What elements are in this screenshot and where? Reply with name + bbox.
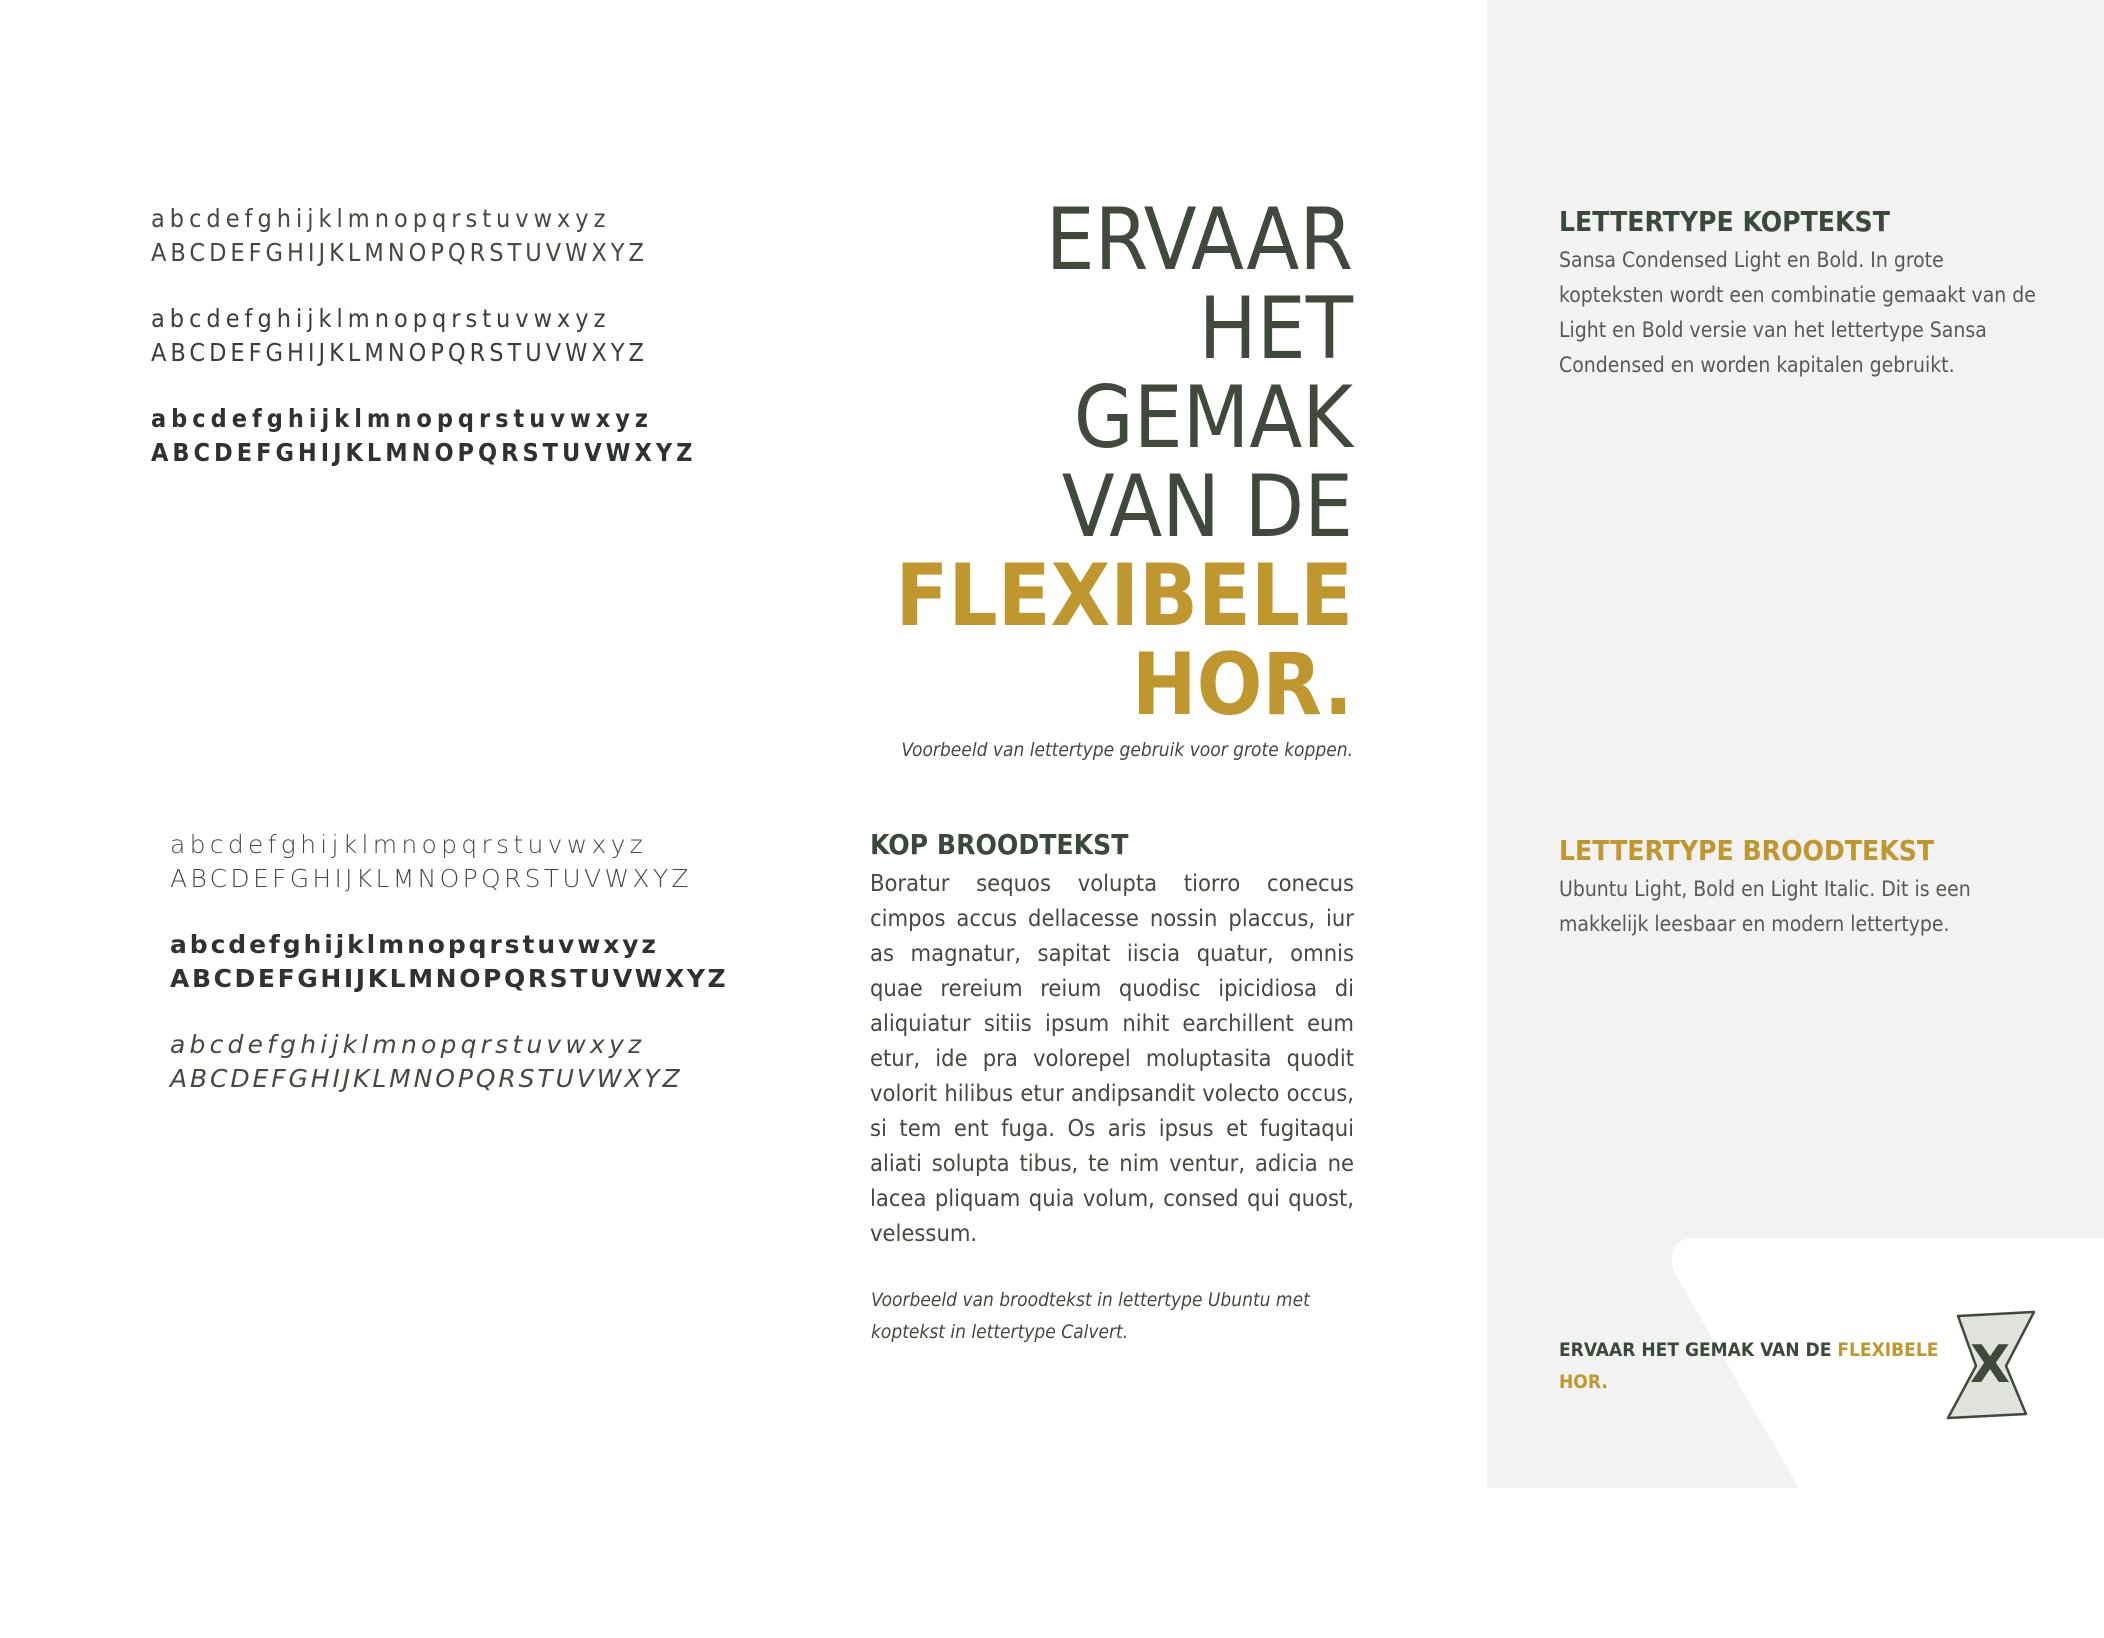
sample-regular-uppercase: ABCDEFGHIJKLMNOPQRSTUVWXYZ (151, 338, 648, 367)
sample-bold-uppercase: ABCDEFGHIJKLMNOPQRSTUVWXYZ (151, 438, 697, 467)
heading-font-title: LETTERTYPE KOPTEKST (1559, 205, 1890, 238)
sample-body-italic-uppercase: ABCDEFGHIJKLMNOPQRSTUVWXYZ (170, 1064, 683, 1093)
headline-line-6: HOR. (1131, 635, 1353, 735)
headline-line-4: VAN DE (1061, 457, 1353, 557)
headline-line-1: ERVAAR (1045, 190, 1353, 290)
headline-line-5: FLEXIBELE (895, 546, 1353, 646)
body-example-caption-line-2: koptekst in lettertype Calvert. (871, 1321, 1129, 1343)
x-hourglass-logo-icon (1944, 1310, 2036, 1420)
sample-body-light-uppercase: ABCDEFGHIJKLMNOPQRSTUVWXYZ (170, 864, 692, 893)
sample-body-bold-lowercase: abcdefghijklmnopqrstuvwxyz (170, 930, 659, 959)
body-font-title: LETTERTYPE BROODTEKST (1559, 834, 1935, 867)
headline-example (895, 190, 1353, 735)
sample-body-bold-uppercase: ABCDEFGHIJKLMNOPQRSTUVWXYZ (170, 964, 729, 993)
headline-caption: Voorbeeld van lettertype gebruik voor grote koppen. (901, 739, 1353, 761)
sample-body-italic-lowercase: abcdefghijklmnopqrstuvwxyz (170, 1030, 646, 1059)
body-example-text: Boratur sequos volupta tiorro conecus cimpos accus dellacesse nossin placcus, iur as magnatur, sapitat iiscia quatur, omnis quae rereium reium quodisc ipicidiosa di aliquiatur sitiis ipsum nihit earchillent eum etur, ide pra volorepel moluptasita quodit volorit hilibus etur andipsandit volecto occus, si tem ent fuga. Os aris ipsus et fugitaqui aliati solupta tibus, te nim ventur, adicia ne lacea pliquam quia volum, consed qui quost, velessum. (870, 869, 1354, 1247)
sample-regular-lowercase: abcdefghijklmnopqrstuvwxyz (151, 304, 611, 333)
footer-tagline-dark: ERVAAR HET GEMAK VAN DE (1559, 1339, 1838, 1361)
sample-body-light-lowercase: abcdefghijklmnopqrstuvwxyz (170, 830, 648, 859)
body-example-title: KOP BROODTEKST (870, 828, 1129, 861)
logo-letter: X (1969, 1335, 2011, 1395)
sample-light-lowercase: abcdefghijklmnopqrstuvwxyz (151, 204, 611, 233)
headline-line-3: GEMAK (1073, 368, 1353, 468)
sample-bold-lowercase: abcdefghijklmnopqrstuvwxyz (151, 404, 653, 433)
footer-tagline-gold: FLEXIBELE HOR. (1559, 1339, 1939, 1393)
headline-line-2: HET (1198, 279, 1353, 379)
footer-tagline (1559, 1334, 1939, 1398)
sample-light-uppercase: ABCDEFGHIJKLMNOPQRSTUVWXYZ (151, 238, 648, 267)
heading-font-description: Sansa Condensed Light en Bold. In grote kopteksten wordt een combinatie gemaakt van de Light en Bold versie van het lettertype Sansa Condensed en worden kapitalen gebruikt. (1559, 248, 2036, 377)
body-font-description: Ubuntu Light, Bold en Light Italic. Dit is een makkelijk leesbaar en modern lettertype. (1559, 877, 1971, 936)
body-example-caption-line-1: Voorbeeld van broodtekst in lettertype Ubuntu met (871, 1289, 1310, 1311)
